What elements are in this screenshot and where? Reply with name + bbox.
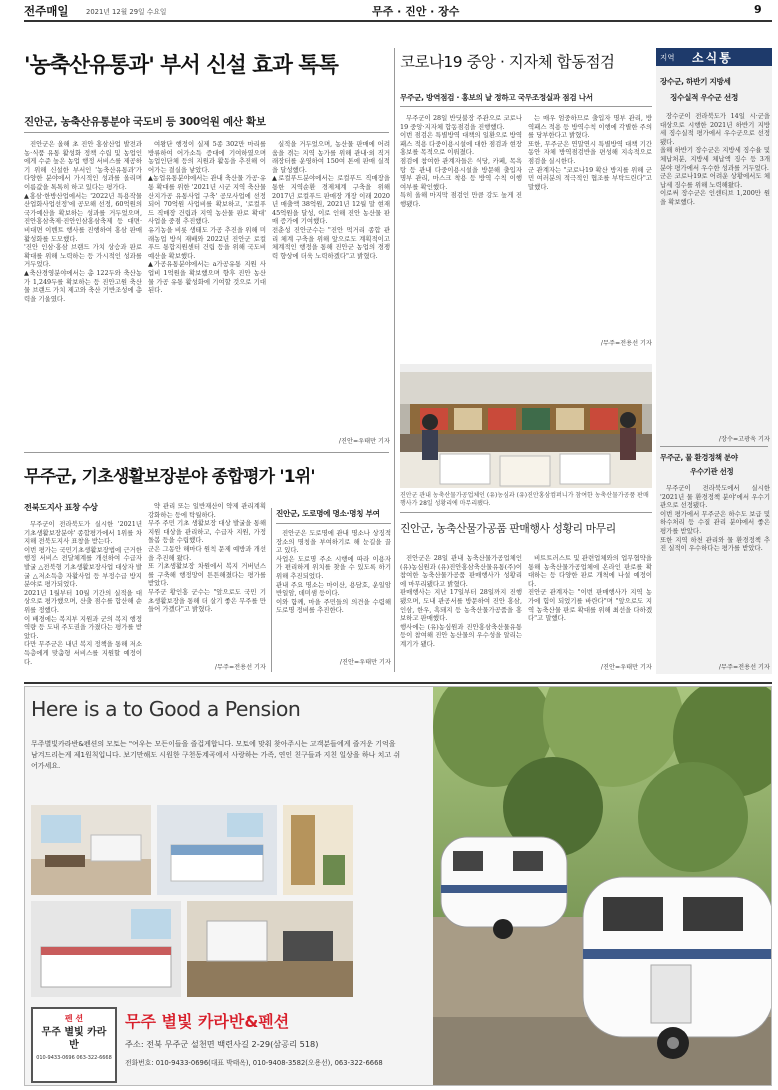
sidebar	[656, 48, 772, 674]
lead-col-1-text: 진안군은 올해 초 진안 홍삼산업 발전과 농·식품 유통 활성화 정책 수립 및 농업인에게 수준 높은 농업 행정 서비스를 제공하기 위해 신설한 부서인 '농축산유통과'가 다양한 분야에서 가시적인 성과를 올리며 이름값을 톡톡히 하고 있다는 평가다. ▲홍삼·한방산업에서는 '2022년 특용작물산업화사업선정'에 공모해 선정, 60억원의 국가예산을 확보하는 성과를 거두었으며, 진안홍삼축제·진안인삼홍삼축제 등 대면·비대면 이벤트 행사를 진행하여 홍삼 판매 활성화를 도모했다. '진안 인삼·홍삼 브랜드 가치 상승과 판로 확대를 위해 노력하는 등 가시적인 성과를 거두었다. ▲축산경영분야에서는 총 122두와 축산농가 1,249두를 확보하는 등 진안고원 축산물 브랜드 가치 제고와 축산 기반조성에 총력을 기울였다.	[24, 140, 142, 303]
second-subhead: 전북도지사 표창 수상	[24, 502, 98, 512]
lead-subhead: 진안군, 농축산유통분야 국도비 등 300억원 예산 확보	[24, 116, 266, 128]
second-byline: /무주=전용선 기자	[214, 664, 266, 671]
sidebar-story2-body	[660, 484, 770, 660]
interior-3-illustration	[283, 805, 353, 895]
lead-col-3	[272, 140, 390, 434]
paper-name: 전주매일	[24, 4, 69, 18]
lead-col-2-text: 여왕단 행정이 실제 5종 302만 마리를 방류하여 어가소득 증대에 기여하였으며 농업인단체 등의 지원과 활동을 추진해 이어가는 결실을 낳았다. ▲농업유통분야에서는 관내 축산물 가공·유통 확대를 위한 '2021년 시군 지역 축산물 산지가공 유통사업 구축' 공모사업에 선정되어 70억원 사업비를 확보하고, '로컬푸드 직매장 건립과 지역 농산물 판로 확대' 사업을 중점 추진했다. 유기농을 비롯 생태도 가공 추진을 위해 미래농업 방식 재배와 2022년 진안군 로컬푸드 통합지원센터 건립 등을 위해 국도비 예산을 확보했다. ▲가공유통분야에서는 a가공유통 지원 사업비 1억원을 확보했으며 향후 진안 농산물 가공 유통 활성화에 기여할 것으로 기대된다.	[148, 140, 266, 295]
lead-col-3-text: 실적을 거두었으며, 농산물 판매에 어려움을 겪는 지역 농가를 위해 관내·외 직거래장터를 운영하여 150여 톤에 판매 실적을 달성했다. ▲로컬푸드분야에서는 로컬푸드 직매장을 통한 지역순환 경제체계 구축을 위해 2017년 로컬푸드 판매장 개장 이래 2020년 매출액 38억원, 2021년 12월 말 현재 45억원을 달성, 이로 인해 진안 농산물 판매 증가에 기여했다. 전춘성 진안군수는 "진안 먹거리 종합 관리 체계 구축을 위해 앞으로도 계획적이고 체계적인 행정을 통해 진안군 농업의 경쟁력 향상에 더욱 노력하겠다"고 밝혔다.	[272, 140, 390, 260]
ad-interior-photo-1	[31, 805, 151, 895]
covid-sub-rule	[400, 106, 652, 107]
sidebar-story2-headline-1: 무주군, 물 환경정책 분야	[660, 453, 738, 462]
sidebar-divider	[660, 446, 768, 447]
lead-sub-rule	[24, 132, 389, 133]
jinan-body	[276, 529, 391, 657]
page-number: 9	[754, 3, 762, 16]
jinan-headline: 진안군, 도로명에 명소·명칭 부여	[276, 508, 391, 524]
sidebar-label: 지역	[660, 53, 675, 62]
market-byline: /진안=우태만 기자	[600, 664, 652, 671]
market-col-2	[528, 554, 652, 660]
jinan-body-text: 진안군은 도로명에 관내 명소나 상징적 장소의 명칭을 부여하기로 해 눈길을 끌고 있다. 사업은 도로명 주소 시행에 따라 이용자가 편리하게 위치를 찾을 수 있도록 하기 위해 추진되었다. 관내 주요 명소는 마이산, 용담호, 운일암반일암, 데미샘 등이다. 이와 함께, 마을 주민들의 의견을 수렴해 도로명 정비를 추진한다.	[276, 529, 391, 615]
second-col-1	[24, 520, 142, 670]
ad-sign-pension: 펜 션	[64, 1014, 84, 1023]
market-headline: 진안군, 농축산물가공품 판매행사 성황리 마무리	[400, 522, 616, 535]
sidebar-story2-text: 무주군이 전라북도에서 실시한 '2021년 물 환경정책 분야'에서 우수기관으로 선정됐다. 이번 평가에서 무주군은 하수도 보급 및 하수처리 등 수질 관리 분야에서 좋은 평가를 받았다. 또한 지역 하천 관리와 물 환경정책 추진 실적이 우수하다는 평가를 받았다.	[660, 484, 770, 553]
ad-interior-photo-2	[157, 805, 277, 895]
lead-byline: /진안=우태만 기자	[338, 438, 390, 445]
sidebar-story1-byline: /장수=고광욱 기자	[718, 436, 770, 443]
ad-phone: 전화번호: 010-9433-0696(대표 박태옥), 010-9408-3582(오용선), 063-322-6668	[125, 1059, 383, 1067]
market-photo-illustration	[400, 364, 652, 488]
covid-col-2	[528, 114, 652, 334]
market-top-rule	[400, 512, 652, 513]
sidebar-story1-body	[660, 112, 770, 432]
market-col-1	[400, 554, 522, 670]
divider-vertical-1	[394, 48, 395, 672]
ad-interior-photo-4	[31, 901, 181, 997]
interior-1-illustration	[31, 805, 151, 895]
masthead	[0, 0, 778, 20]
ad-sign-phone: 010-9433-0696 063-322-6668	[36, 1055, 112, 1061]
sidebar-story1-text: 장수군이 전라북도가 14일 시·군을 대상으로 시행한 2021년 하반기 지방세 징수실적 평가에서 우수군으로 선정됐다. 올해 하반기 장수군은 지방세 징수율 및 체납처분, 지방세 체납액 징수 등 3개 분야 평가에서 우수한 성과를 거두었다. 군은 코로나19로 어려운 상황에서도 체납세 징수를 위해 노력해왔다. 이로써 장수군은 인센티브 1,200만 원을 확보했다.	[660, 112, 770, 206]
market-photo	[400, 364, 652, 488]
interior-2-illustration	[157, 805, 277, 895]
second-col-2-text: 약 관리 또는 일반재산이 약제 관리계획 강화하는 등에 탁월하다. 무주 주민 기초 생활보장 대상 발굴을 통해 지원 대상을 관리하고, 수급자 지원, 가정 돌봄 등을 수립했다. 군은 그동안 해마다 원칙 문제 예방과 개선을 추진해 왔다. 또 기초생활보장 차원에서 복지 거버넌스를 구축해 행정망이 튼튼해졌다는 평가를 받았다. 무주군 황인홍 군수는 "앞으로도 국민 기초생활보장을 통해 더 살기 좋은 무주를 만들어 가겠다"고 밝혔다.	[148, 502, 266, 614]
ad-sign	[31, 1007, 117, 1083]
ad-slogan: Here is a to Good a Pension	[31, 697, 301, 721]
second-top-rule	[24, 452, 389, 453]
lead-col-1	[24, 140, 142, 442]
market-col-2-text: 비트트러스트 및 관련업체와의 업무협약을 통해 농축산물가공업체에 온라인 판로를 확대하는 등 다양한 판로 개척에 나설 예정이다. 진안군 관계자는 "이번 판매행사가 지역 농가에 힘이 되었기를 바란다"며 "앞으로도 지역 농축산물 판로 확대를 위해 최선을 다하겠다"고 말했다.	[528, 554, 652, 623]
covid-col-1	[400, 114, 522, 360]
covid-headline: 코로나19 중앙 · 지자체 합동점검	[400, 53, 615, 71]
sidebar-title: 소식통	[692, 51, 733, 65]
jinan-byline: /진안=우태만 기자	[339, 659, 391, 666]
sidebar-story2-byline: /무주=전용선 기자	[718, 664, 770, 671]
section-title: 무주 · 진안 · 장수	[372, 5, 460, 18]
covid-subhead: 무주군, 방역점검 · 홍보의 날 정하고 국무조정실과 점검 나서	[400, 93, 593, 102]
lead-col-2	[148, 140, 266, 442]
sidebar-header	[656, 48, 772, 66]
masthead-rule	[24, 20, 772, 22]
covid-col-1-text: 무주군이 28일 반딧불장 주관으로 코로나19 중앙·지자체 합동점검을 진행했다. 이번 점검은 특별방역 대책의 일환으로 방역패스 적용 다중이용시설에 대한 점검과 현장 홍보를 목적으로 이뤄졌다. 점검에 참여한 관계자들은 식당, 카페, 목욕탕 등 관내 다중이용시설을 방문해 출입자 명부 관리, 마스크 착용 등 방역 수칙 이행 여부를 확인했다. 특히 올해 마지막 점검인 만큼 강도 높게 진행됐다.	[400, 114, 522, 208]
ad-top-rule	[24, 682, 772, 684]
jinan-box	[271, 508, 391, 672]
market-col-1-text: 진안군은 28일 관내 농축산물가공업체인 (유)농심원과 (유)진안홍삼축산물유통(주)이 참여한 농축산물가공품 판매행사가 성황리에 마무리됐다고 밝혔다. 판매행사는 지난 17일부터 28일까지 진행됐으며, 도내 관공서를 방문하여 진안 홍삼, 인삼, 한우, 흑돼지 등 농축산물가공품을 홍보하고 판매했다. 행사에는 (유)농심원과 진안홍삼축산물유통 등이 참여해 진안 농산물의 우수성을 알리는 계기가 됐다.	[400, 554, 522, 648]
covid-byline: /무주=전용선 기자	[600, 340, 652, 347]
ad-intro: 무주별빛카라반&펜션의 모토는 "여우는 모든이들을 즐겁게합니다. 모토에 맞춰 찾아주시는 고객분들에게 즐거운 기억을 남겨드리는게 제1원칙입니다. 보기만해도 시원한 구천동계곡에서 사랑하는 가족, 연인 친구들과 지친 일상을 하나 치고 쉬어가세요.	[31, 740, 401, 770]
interior-4-illustration	[31, 901, 181, 997]
interior-5-illustration	[187, 901, 353, 997]
second-col-1-text: 무주군이 전라북도가 실시한 '2021년 기초생활보장분야' 종합평가에서 1위를 차지해 전북도지사 표창을 받는다. 이번 평가는 국민기초생활보장법에 근거한 행정 서비스 전달체계를 개선하여 수급자 발굴 △전북형 기초생활보장사업 대상자 발굴 △저소득층 자활사업 등 부정수급 방지 분야로 평가되었다. 2021년 1월부터 10월 기간의 실적을 대상으로 평가했으며, 산출 점수를 합산해 순위를 정했다. 이 배경에는 복지부 지원과 군의 복지 행정 역량 등 도내 주도권을 가졌다는 평가를 받았다. 다만 무주군은 내년 복지 정책을 통해 저소득층에게 맞춤형 서비스를 지원할 예정이다.	[24, 520, 142, 666]
issue-date: 2021년 12월 29일 수요일	[86, 8, 167, 16]
sidebar-story1-headline-1: 장수군, 하반기 지방세	[660, 77, 731, 86]
ad-sign-name: 무주 별빛 카라반	[41, 1027, 107, 1051]
second-col-2	[148, 502, 266, 660]
second-headline: 무주군, 기초생활보장분야 종합평가 '1위'	[24, 467, 315, 487]
ad-business-name: 무주 별빛 카라반&펜션	[125, 1012, 290, 1031]
ad-interior-photo-5	[187, 901, 353, 997]
pension-ad	[24, 686, 772, 1086]
ad-interior-photo-3	[283, 805, 353, 895]
ad-address: 주소: 전북 무주군 설천면 백련사길 2-29(삼공리 518)	[125, 1039, 319, 1049]
ad-caravan-photo	[433, 687, 772, 1085]
covid-col-2-text: 는 매우 엄중하므로 출입자 명부 관리, 방역패스 적용 등 방역수칙 이행에 각별한 주의를 당부한다고 밝혔다. 또한, 무주군은 연말연시 특별방역 대책 기간 동안 자체 방역점검반을 편성해 지속적으로 점검을 실시한다. 군 관계자는 "코로나19 확산 방지를 위해 군민 여러분의 적극적인 협조를 부탁드린다"고 말했다.	[528, 114, 652, 191]
sidebar-story1-headline-2: 징수실적 우수군 선정	[670, 93, 739, 102]
sidebar-story2-headline-2: 우수기관 선정	[690, 467, 734, 476]
lead-headline: '농축산유통과' 부서 신설 효과 톡톡	[24, 53, 338, 78]
caravan-illustration	[433, 687, 772, 1085]
market-photo-caption: 진안군 관내 농축산물가공업체인 (유)농심과 (유)진안홍삼컴퍼니가 참여한 농축산물가공품 판매행사가 28일 성황리에 마무리됐다.	[400, 492, 649, 507]
